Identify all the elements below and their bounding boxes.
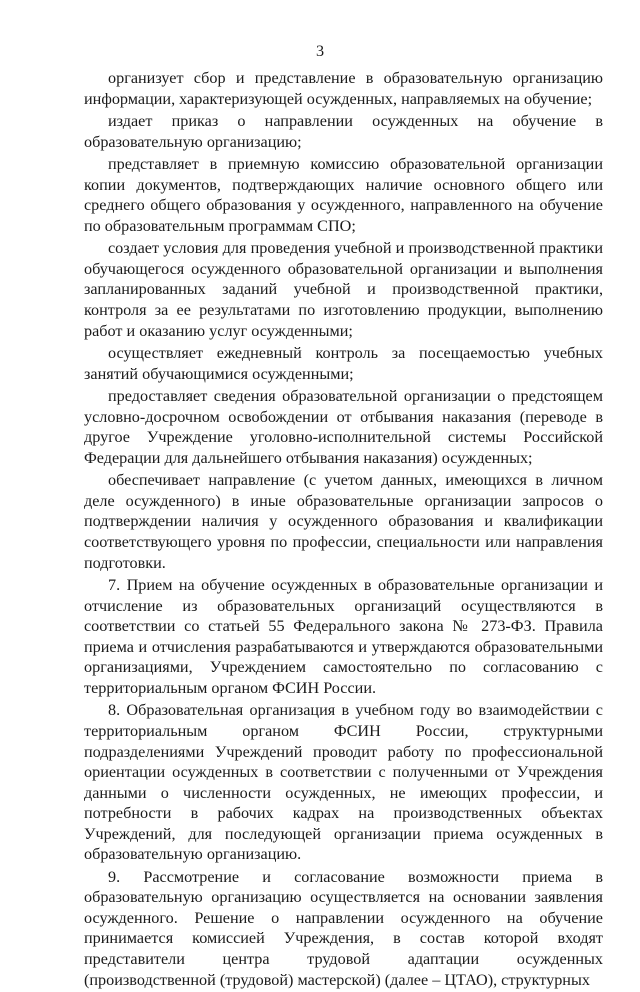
paragraph-provides-information: предоставляет сведения образовательной организации о предстоящем условно-досрочном освобождении от отбывания наказания (переводе в другое Учреждение уголовно-исполнительной системы Российской Федерации для дальнейшего отбывания наказания) осужденных; bbox=[84, 387, 603, 467]
paragraph-issues-order: издает приказ о направлении осужденных на обучение в образовательную организацию; bbox=[84, 112, 603, 151]
paragraph-creates-conditions: создает условия для проведения учебной и производственной практики обучающегося осужденного образовательной организации и выполнения запланированных заданий учебной и производственной практики, контроля за ее результатами по изготовлению продукции, выполнению работ и оказанию услуг осужденными; bbox=[84, 239, 603, 340]
paragraph-item-8: 8. Образовательная организация в учебном году во взаимодействии с территориальным органом ФСИН России, структурными подразделениями Учреждений проводит работу по профессиональной ориентации осужденных в соответствии с полученными от Учреждения данными о численности осужденных, не имеющих профессии, и потребности в рабочих кадрах на производственных объектах Учреждений, для последующей организации приема осужденных в образовательную организацию. bbox=[84, 701, 603, 864]
paragraph-submits-copies: представляет в приемную комиссию образовательной организации копии документов, подтверждающих наличие основного общего или среднего общего образования у осужденного, направленного на обучение по образовательным программам СПО; bbox=[84, 155, 603, 235]
paragraph-organizes-collection: организует сбор и представление в образовательную организацию информации, характеризующей осужденных, направляемых на обучение; bbox=[84, 69, 603, 108]
page-number: 3 bbox=[315, 42, 325, 60]
paragraph-ensures-requests: обеспечивает направление (с учетом данных, имеющихся в личном деле осужденного) в иные образовательные организации запросов о подтверждении наличия у осужденного образования и квалификации соответствующего уровня по профессии, специальности или направления подготовки. bbox=[84, 471, 603, 572]
paragraph-daily-control: осуществляет ежедневный контроль за посещаемостью учебных занятий обучающимися осужденными; bbox=[84, 344, 603, 383]
paragraph-item-7: 7. Прием на обучение осужденных в образовательные организации и отчисление из образовательных организаций осуществляются в соответствии со статьей 55 Федерального закона № 273-ФЗ. Правила приема и отчисления разрабатываются и утверждаются образовательными организациями, Учреждением самостоятельно по согласованию с территориальным органом ФСИН России. bbox=[84, 576, 603, 697]
paragraph-item-9: 9. Рассмотрение и согласование возможности приема в образовательную организацию осуществляется на основании заявления осужденного. Решение о направлении осужденного на обучение принимается комиссией Учреждения, в состав которой входят представители центра трудовой адаптации осужденных (производственной (трудовой) мастерской) (далее – ЦТАО), структурных bbox=[84, 867, 603, 989]
document-body bbox=[84, 68, 603, 992]
